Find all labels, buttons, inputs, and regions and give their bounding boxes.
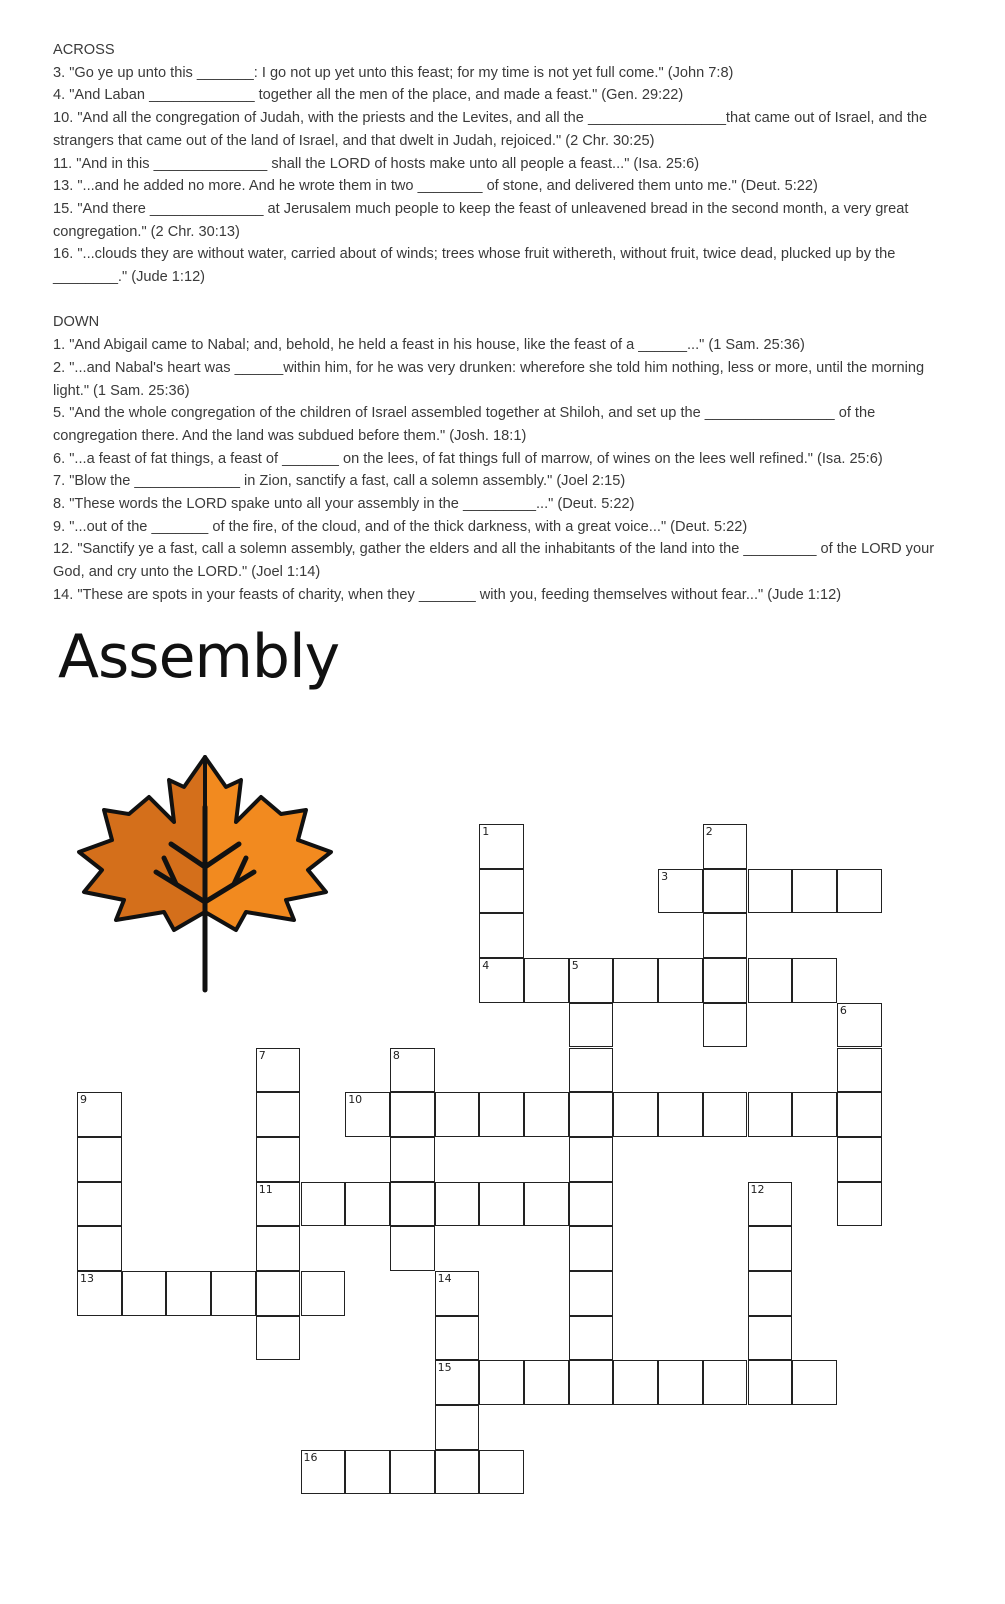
grid-cell[interactable] — [435, 1316, 480, 1361]
across-clue: 16. "...clouds they are without water, carried about of winds; trees whose fruit withereth, without fruit, twice dead, plucked up by the ________." (Jude 1:12) — [53, 246, 896, 286]
down-clue: 2. "...and Nabal's heart was ______within him, for he was very drunken: wherefore she told him nothing, less or more, until the morning light." (1 Sam. 25:36) — [53, 359, 925, 399]
grid-cell[interactable] — [613, 1360, 658, 1405]
grid-cell[interactable] — [524, 958, 569, 1003]
grid-cell[interactable] — [301, 1271, 346, 1316]
grid-cell[interactable] — [435, 1360, 480, 1405]
clue-number: 13 — [80, 1272, 94, 1285]
grid-cell[interactable] — [256, 1271, 301, 1316]
clue-number: 6 — [839, 1003, 847, 1017]
grid-cell[interactable] — [256, 1316, 301, 1361]
grid-cell[interactable] — [658, 1360, 703, 1405]
clue-number: 12 — [750, 1182, 765, 1196]
grid-cell[interactable] — [166, 1271, 211, 1316]
grid-cell[interactable] — [748, 1092, 793, 1137]
grid-cell[interactable] — [748, 869, 793, 914]
grid-cell[interactable] — [569, 1271, 614, 1316]
down-clue: 7. "Blow the _____________ in Zion, sanctify a fast, call a solemn assembly." (Joel 2:15) — [53, 473, 626, 490]
grid-cell[interactable] — [613, 958, 658, 1003]
clue-number: 4 — [482, 959, 490, 973]
down-clue: 8. "These words the LORD spake unto all your assembly in the _________..." (Deut. 5:22) — [53, 496, 635, 513]
grid-cell[interactable] — [256, 1048, 301, 1093]
grid-cell[interactable] — [703, 869, 748, 914]
grid-cell[interactable] — [569, 1048, 614, 1093]
clue-number: 8 — [392, 1048, 400, 1062]
grid-cell[interactable] — [435, 1092, 480, 1137]
grid-cell[interactable] — [256, 1182, 301, 1227]
grid-cell[interactable] — [256, 1226, 301, 1271]
grid-cell[interactable] — [435, 1271, 480, 1316]
grid-cell[interactable] — [77, 1182, 122, 1227]
grid-cell[interactable] — [479, 1450, 524, 1495]
grid-cell[interactable] — [658, 958, 703, 1003]
clue-number: 10 — [348, 1093, 363, 1107]
grid-cell[interactable] — [435, 1405, 480, 1450]
grid-cell[interactable] — [77, 1137, 122, 1182]
clue-number: 14 — [437, 1272, 452, 1285]
grid-cell[interactable] — [569, 958, 614, 1003]
grid-cell[interactable] — [569, 1360, 614, 1405]
across-clue: 11. "And in this ______________ shall the LORD of hosts make unto all people a feast..." (Isa. 25:6) — [53, 155, 700, 172]
grid-cell[interactable] — [301, 1182, 346, 1227]
grid-cell[interactable] — [345, 1182, 390, 1227]
grid-cell[interactable] — [569, 1182, 614, 1227]
down-clue: 6. "...a feast of fat things, a feast of _______ on the lees, of fat things full of marrow, of wines on the lees well refined." (Isa. 25:6) — [53, 450, 883, 467]
grid-cell[interactable] — [703, 1092, 748, 1137]
grid-cell[interactable] — [256, 1092, 301, 1137]
grid-cell[interactable] — [77, 1271, 122, 1316]
down-heading: DOWN — [53, 314, 100, 331]
down-clue: 1. "And Abigail came to Nabal; and, behold, he held a feast in his house, like the feast of a ______..." (1 Sam. 25:36) — [53, 337, 805, 354]
grid-cell[interactable] — [569, 1137, 614, 1182]
grid-cell[interactable] — [837, 1048, 882, 1093]
grid-cell[interactable] — [390, 1092, 435, 1137]
grid-cell[interactable] — [569, 1226, 614, 1271]
grid-cell[interactable] — [390, 1226, 435, 1271]
grid-cell[interactable] — [301, 1450, 346, 1495]
grid-cell[interactable] — [837, 1092, 882, 1137]
grid-cell[interactable] — [256, 1137, 301, 1182]
grid-cell[interactable] — [837, 1137, 882, 1182]
clue-number: 9 — [80, 1093, 87, 1107]
clue-number: 7 — [258, 1048, 266, 1062]
grid-cell[interactable] — [122, 1271, 167, 1316]
grid-cell[interactable] — [613, 1092, 658, 1137]
grid-cell[interactable] — [479, 869, 524, 914]
down-clue: 5. "And the whole congregation of the children of Israel assembled together at Shiloh, and set up the ________________ of the congregation there. And the land was subdued before them." (Josh. 18:1) — [53, 405, 876, 444]
grid-cell[interactable] — [390, 1450, 435, 1495]
grid-cell[interactable] — [703, 913, 748, 958]
grid-cell[interactable] — [837, 1003, 882, 1048]
grid-cell[interactable] — [837, 1182, 882, 1227]
grid-cell[interactable] — [390, 1137, 435, 1182]
clue-number: 15 — [437, 1361, 452, 1375]
grid-cell[interactable] — [748, 1271, 793, 1316]
grid-cell[interactable] — [703, 1360, 748, 1405]
grid-cell[interactable] — [479, 958, 524, 1003]
grid-cell[interactable] — [479, 1182, 524, 1227]
grid-cell[interactable] — [524, 1182, 569, 1227]
grid-cell[interactable] — [345, 1450, 390, 1495]
grid-cell[interactable] — [435, 1450, 480, 1495]
grid-cell[interactable] — [748, 1226, 793, 1271]
grid-cell[interactable] — [792, 869, 837, 914]
grid-cell[interactable] — [390, 1048, 435, 1093]
down-clue: 9. "...out of the _______ of the fire, of the cloud, and of the thick darkness, with a great voice..." (Deut. 5:22) — [53, 518, 748, 535]
grid-cell[interactable] — [703, 1003, 748, 1048]
grid-cell[interactable] — [748, 1360, 793, 1405]
grid-cell[interactable] — [569, 1003, 614, 1048]
grid-cell[interactable] — [837, 869, 882, 914]
grid-cell[interactable] — [345, 1092, 390, 1137]
grid-cell[interactable] — [524, 1092, 569, 1137]
grid-cell[interactable] — [435, 1182, 480, 1227]
grid-cell[interactable] — [748, 1316, 793, 1361]
grid-cell[interactable] — [569, 1092, 614, 1137]
grid-cell[interactable] — [569, 1316, 614, 1361]
clue-number: 1 — [482, 825, 490, 838]
grid-cell[interactable] — [748, 958, 793, 1003]
grid-cell[interactable] — [703, 824, 748, 869]
grid-cell[interactable] — [658, 869, 703, 914]
grid-cell[interactable] — [658, 1092, 703, 1137]
grid-cell[interactable] — [792, 1360, 837, 1405]
clue-number: 16 — [303, 1450, 318, 1464]
grid-cell[interactable] — [703, 958, 748, 1003]
puzzle-title: Assembly — [58, 622, 340, 692]
grid-cell[interactable] — [748, 1182, 793, 1227]
grid-cell[interactable] — [524, 1360, 569, 1405]
across-clue: 10. "And all the congregation of Judah, with the priests and the Levites, and all the _________________that came out of Israel, and the strangers that came out of the land of Israel, and that dwelt in Judah, rejoiced." (2 Chr. 30:25) — [53, 110, 928, 149]
clue-number: 11 — [258, 1182, 273, 1196]
grid-cell[interactable] — [390, 1182, 435, 1227]
across-clue: 15. "And there ______________ at Jerusalem much people to keep the feast of unleavened bread in the second month, a very great congregation." (2 Chr. 30:13) — [53, 200, 909, 240]
down-clue: 12. "Sanctify ye a fast, call a solemn assembly, gather the elders and all the inhabitants of the land into the _________ of the LORD your God, and cry unto the LORD." (Joel 1:14) — [53, 541, 935, 581]
clue-number: 2 — [705, 825, 713, 838]
grid-cell[interactable] — [792, 1092, 837, 1137]
clue-number: 5 — [571, 959, 579, 973]
across-clue: 3. "Go ye up unto this _______: I go not up yet unto this feast; for my time is not yet full come." (John 7:8) — [53, 64, 734, 81]
grid-cell[interactable] — [479, 913, 524, 958]
clue-number: 3 — [661, 869, 669, 883]
across-clue: 4. "And Laban _____________ together all the men of the place, and made a feast." (Gen. 29:22) — [53, 87, 684, 104]
grid-cell[interactable] — [479, 824, 524, 869]
grid-cell[interactable] — [479, 1360, 524, 1405]
grid-cell[interactable] — [211, 1271, 256, 1316]
grid-cell[interactable] — [77, 1226, 122, 1271]
grid-cell[interactable] — [77, 1092, 122, 1137]
down-clue: 14. "These are spots in your feasts of charity, when they _______ with you, feeding themselves without fear..." (Jude 1:12) — [53, 586, 842, 603]
grid-cell[interactable] — [479, 1092, 524, 1137]
across-heading: ACROSS — [53, 42, 115, 58]
across-clue: 13. "...and he added no more. And he wrote them in two ________ of stone, and delivered them unto me." (Deut. 5:22) — [53, 178, 818, 195]
grid-cell[interactable] — [792, 958, 837, 1003]
